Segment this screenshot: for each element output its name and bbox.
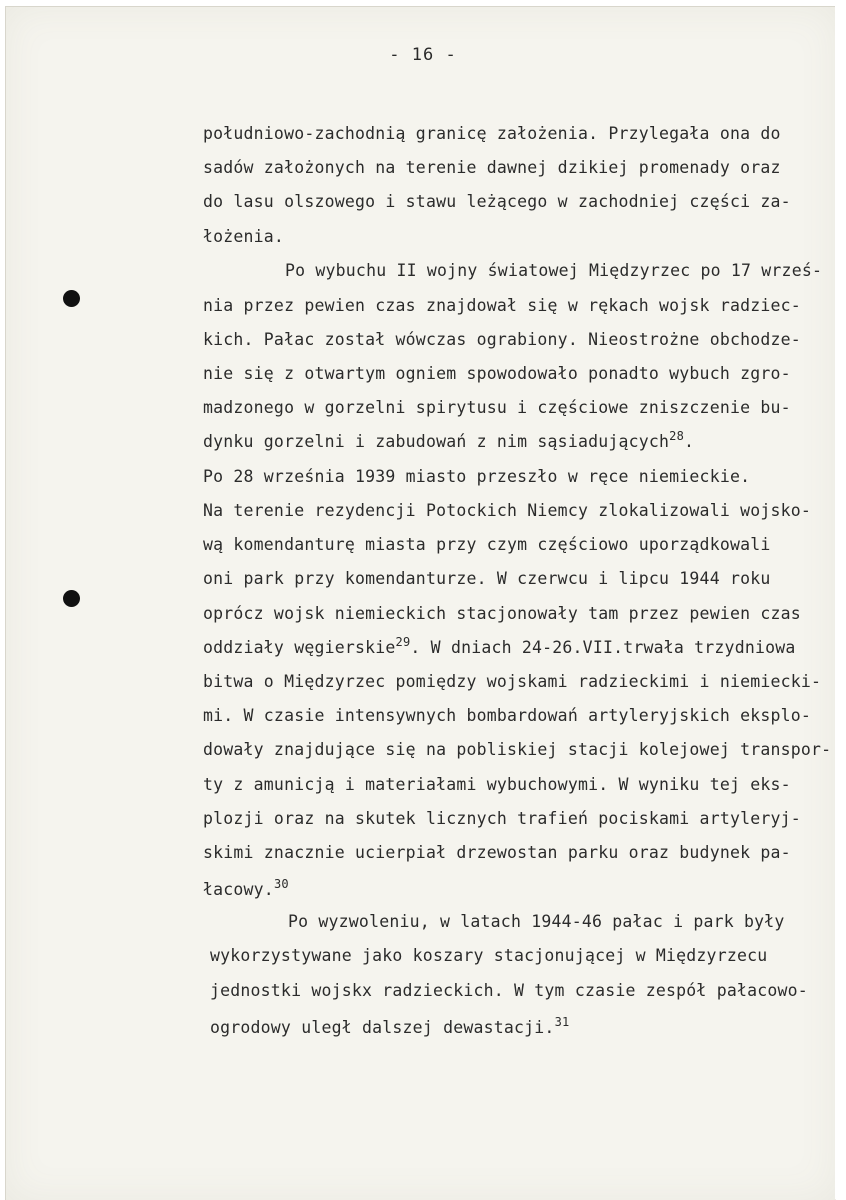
text-line-19: dowały znajdujące się na pobliskiej stacji kolejowej transpor- <box>203 740 832 759</box>
punch-hole-top <box>63 290 80 307</box>
text-line-2: sadów założonych na terenie dawnej dzikiej promenady oraz <box>203 158 781 177</box>
footnote-ref-29: 29 <box>395 635 411 649</box>
text-line-10: dynku gorzelni i zabudowań z nim sąsiadujących$^{28}$. <box>203 429 695 451</box>
footnote-ref-30: 30 <box>273 877 289 891</box>
footnote-ref-28: 28 <box>669 429 685 443</box>
text-line-25: wykorzystywane jako koszary stacjonującej w Międzyrzecu <box>210 946 768 965</box>
text-line-15: oprócz wojsk niemieckich stacjonowały tam przez pewien czas <box>203 604 801 623</box>
text-line-12: Na terenie rezydencji Potockich Niemcy zlokalizowali wojsko- <box>203 501 812 520</box>
text-line-13: wą komendanturę miasta przy czym częściowo uporządkowali <box>203 535 771 554</box>
text-line-5: Po wybuchu II wojny światowej Międzyrzec po 17 wrześ- <box>285 261 823 280</box>
text-line-26: jednostki wojskx radzieckich. W tym czasie zespół pałacowo- <box>210 981 808 1000</box>
footnote-ref-31: 31 <box>554 1015 570 1029</box>
text-line-21: plozji oraz na skutek licznych trafień pociskami artyleryj- <box>203 809 801 828</box>
text-line-22: skimi znacznie ucierpiał drzewostan parku oraz budynek pa- <box>203 843 791 862</box>
text-line-11: Po 28 września 1939 miasto przeszło w ręce niemieckie. <box>203 467 751 486</box>
text-line-4: łożenia. <box>203 227 285 246</box>
text-line-24: Po wyzwoleniu, w latach 1944-46 pałac i park były <box>288 912 785 931</box>
text-line-9: madzonego w gorzelni spirytusu i częściowe zniszczenie bu- <box>203 398 791 417</box>
text-line-3: do lasu olszowego i stawu leżącego w zachodniej części za- <box>203 192 791 211</box>
punch-hole-bottom <box>63 590 80 607</box>
text-line-1: południowo-zachodnią granicę założenia. Przylegała ona do <box>203 124 781 143</box>
text-line-14: oni park przy komendanturze. W czerwcu i lipcu 1944 roku <box>203 569 771 588</box>
text-line-18: mi. W czasie intensywnych bombardowań artyleryjskich eksplo- <box>203 706 812 725</box>
text-line-8: nie się z otwartym ogniem spowodowało ponadto wybuch zgro- <box>203 364 791 383</box>
text-line-20: ty z amunicją i materiałami wybuchowymi. W wyniku tej eks- <box>203 775 791 794</box>
text-line-16: oddziały węgierskie$^{29}$. W dniach 24-26.VII.trwała trzydniowa <box>203 635 796 657</box>
scan-edge <box>835 0 846 1199</box>
page-number: - 16 - <box>389 45 457 65</box>
text-line-23: łacowy.$^{30}$ <box>203 877 289 899</box>
text-line-6: nia przez pewien czas znajdował się w rękach wojsk radziec- <box>203 296 801 315</box>
text-line-27: ogrodowy uległ dalszej dewastacji.$^{31}$ <box>210 1015 570 1037</box>
text-line-17: bitwa o Międzyrzec pomiędzy wojskami radzieckimi i niemiecki- <box>203 672 822 691</box>
text-line-7: kich. Pałac został wówczas ograbiony. Nieostrożne obchodze- <box>203 330 801 349</box>
